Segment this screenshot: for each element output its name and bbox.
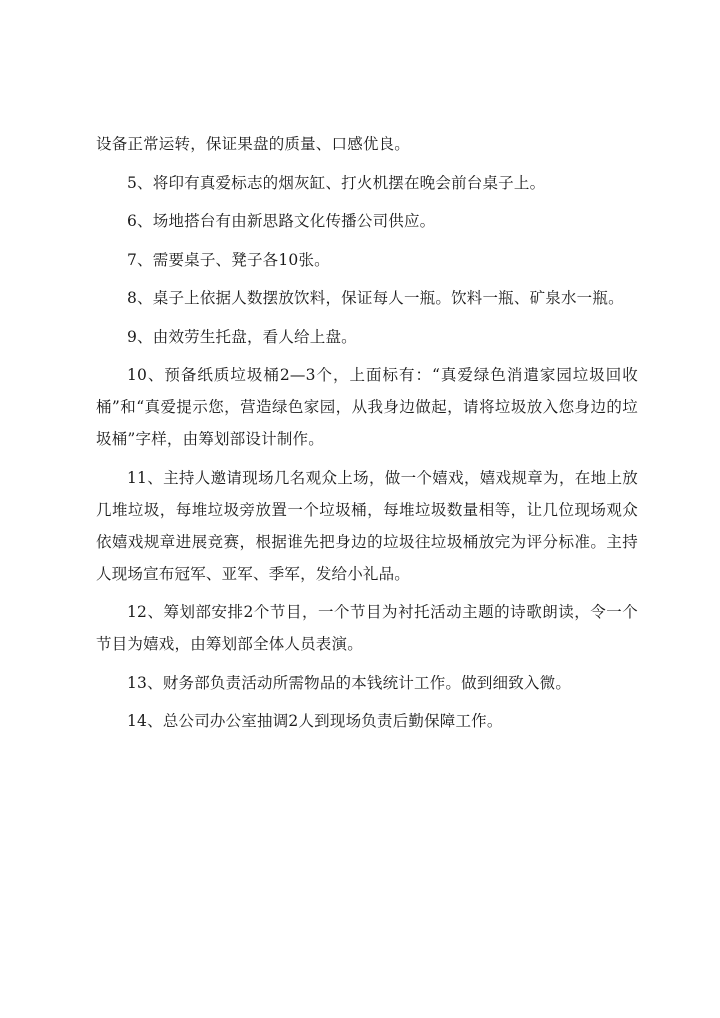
paragraph-item-7: 7、需要桌子、凳子各10张。 (127, 250, 330, 269)
paragraph-item-6: 6、场地搭台有由新思路文化传播公司供应。 (127, 212, 436, 230)
paragraph-item-11: 11、主持人邀请现场几名观众上场，做一个嬉戏，嬉戏规章为，在地上放几堆垃圾，每堆垃圾旁放置一个垃圾桶，每堆垃圾数量相等，让几位现场观众依嬉戏规章进展竞赛，根据谁先把身边的垃圾往垃圾桶放完为评分标准。主持人现场宣布冠军、亚军、季军，发给小礼品。 (96, 468, 638, 583)
paragraph-item-8: 8、桌子上依据人数摆放饮料，保证每人一瓶。饮料一瓶、矿泉水一瓶。 (127, 289, 624, 307)
document-body (96, 128, 638, 744)
paragraph-item-9: 9、由效劳生托盘，看人给上盘。 (127, 327, 357, 346)
paragraph-item-13: 13、财务部负责活动所需物品的本钱统计工作。做到细致入微。 (127, 673, 572, 692)
paragraph-item-10: 10、预备纸质垃圾桶2—3个，上面标有：“真爱绿色消遣家园垃圾回收桶”和“真爱提示您，营造绿色家园，从我身边做起，请将垃圾放入您身边的垃圾桶”字样，由筹划部设计制作。 (96, 366, 638, 448)
paragraph-item-5: 5、将印有真爱标志的烟灰缸、打火机摆在晚会前台桌子上。 (127, 173, 546, 192)
paragraph-continuation: 设备正常运转，保证果盘的质量、口感优良。 (96, 135, 411, 153)
paragraph-item-12: 12、筹划部安排2个节目，一个节目为衬托活动主题的诗歌朗读，令一个节目为嬉戏，由筹划部全体人员表演。 (96, 603, 638, 653)
paragraph-item-14: 14、总公司办公室抽调2人到现场负责后勤保障工作。 (127, 712, 503, 730)
